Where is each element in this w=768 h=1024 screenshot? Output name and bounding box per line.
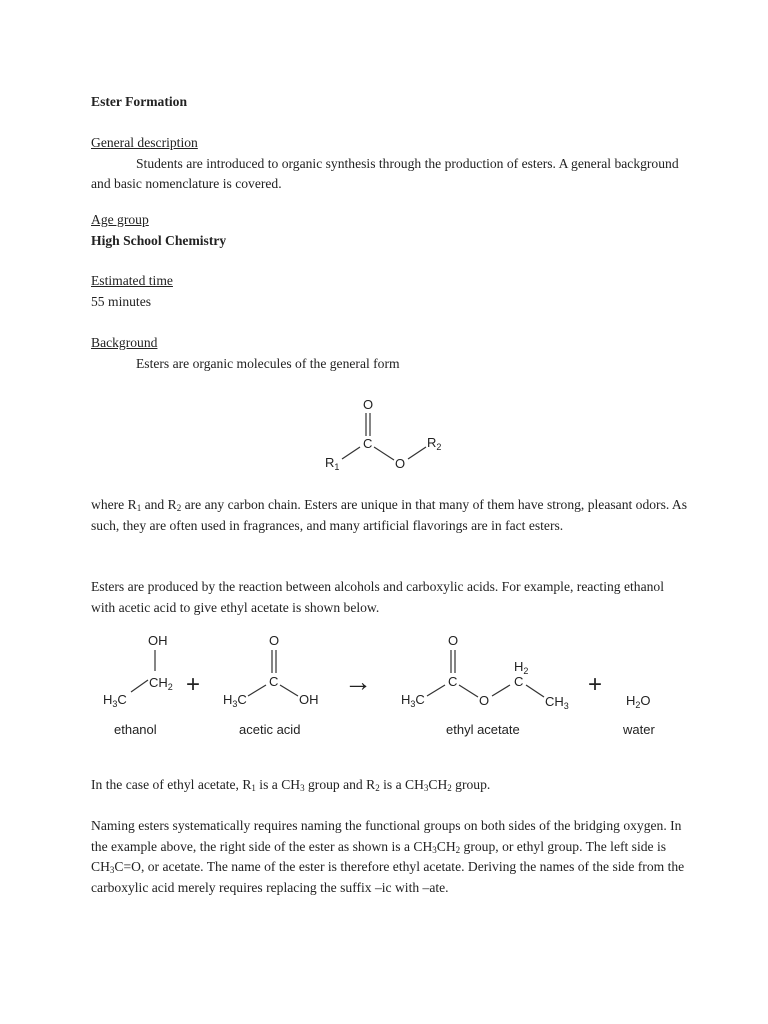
- carbonyl-carbon-label: C: [363, 436, 373, 451]
- general-description-heading: General description: [91, 135, 198, 150]
- carbonyl-oxygen-label: O: [363, 397, 374, 412]
- plus-sign-1: +: [186, 671, 201, 698]
- estimated-time-section: [91, 271, 691, 312]
- ethanol-oh-label: OH: [148, 633, 168, 648]
- acid-carbon-label: C: [269, 674, 279, 689]
- bridging-oxygen-label: O: [395, 456, 406, 471]
- estimated-time-value: 55 minutes: [91, 293, 152, 309]
- age-group-heading: Age group: [91, 212, 149, 227]
- ethanol-ch2-label: $CH_2$: [149, 675, 173, 692]
- acid-h3c-label: $H_3C$: [223, 692, 247, 709]
- acid-oh-label: OH: [299, 692, 319, 707]
- age-group-section: [91, 210, 691, 251]
- ethanol-name-label: ethanol: [114, 722, 157, 737]
- water-formula-label: $H_2O$: [626, 693, 651, 710]
- r1-label: $R_1$: [325, 455, 340, 472]
- reaction-intro-paragraph: Esters are produced by the reaction between alcohols and carboxylic acids. For example, reacting ethanol with acetic acid to give ethyl acetate is shown below.: [91, 579, 664, 615]
- ethyl-acetate-case-paragraph: In the case of ethyl acetate, $R_1$ is a $CH_3$ group and $R_2$ is a $CH_3CH_2$ group.: [91, 777, 491, 793]
- estimated-time-heading: Estimated time: [91, 273, 173, 288]
- ethyl-acetate-name-label: ethyl acetate: [446, 722, 520, 737]
- background-section: [91, 333, 691, 374]
- ester-ch3-label: $CH_3$: [545, 694, 569, 711]
- background-intro: Esters are organic molecules of the general form: [136, 355, 400, 371]
- acetic-acid-structure: [223, 633, 319, 709]
- ester-description-paragraph: where $R_1$ and $R_2$ are any carbon chain. Esters are unique in that many of them have strong, pleasant odors. As such, they are often used in fragrances, and many artificial flavorings are in fact esters.: [91, 497, 688, 533]
- ester-h3c-label: $H_3C$: [401, 692, 425, 709]
- reaction-arrow: →: [344, 666, 372, 697]
- r2-label: $R_2$: [427, 435, 442, 452]
- ester-h2-label: $H_2$: [514, 659, 529, 676]
- ester-ch2-carbon-label: C: [514, 674, 524, 689]
- esterification-reaction-scheme: [96, 628, 676, 744]
- general-description-text: Students are introduced to organic synthesis through the production of esters. A general background and basic nomenclature is covered.: [91, 155, 679, 191]
- background-heading: Background: [91, 335, 158, 350]
- acid-oxygen-label: O: [269, 633, 280, 648]
- acetic-acid-name-label: acetic acid: [239, 722, 301, 737]
- general-description-section: [91, 133, 691, 195]
- age-group-value: High School Chemistry: [91, 232, 227, 248]
- ester-bridging-oxygen-label: O: [479, 693, 490, 708]
- ester-carbon-label: C: [448, 674, 458, 689]
- ethanol-structure: [103, 633, 173, 709]
- ethyl-acetate-structure: [401, 633, 569, 711]
- water-name-label: water: [623, 722, 655, 737]
- naming-esters-paragraph: Naming esters systematically requires naming the functional groups on both sides of the bridging oxygen. In the example above, the right side of the ester as shown is a $CH_3CH_2$ group, or ethyl group. The left side is $CH_3C=O$, or acetate. The name of the ester is therefore ethyl acetate. Deriving the names of the side from the carboxylic acid merely requires replacing the suffix –ic with –ate.: [91, 818, 685, 895]
- ester-carbonyl-oxygen-label: O: [448, 633, 459, 648]
- ethanol-h3c-label: $H_3C$: [103, 692, 127, 709]
- plus-sign-2: +: [588, 671, 603, 698]
- ester-general-structure: [316, 392, 450, 478]
- document-title: Ester Formation: [91, 94, 188, 109]
